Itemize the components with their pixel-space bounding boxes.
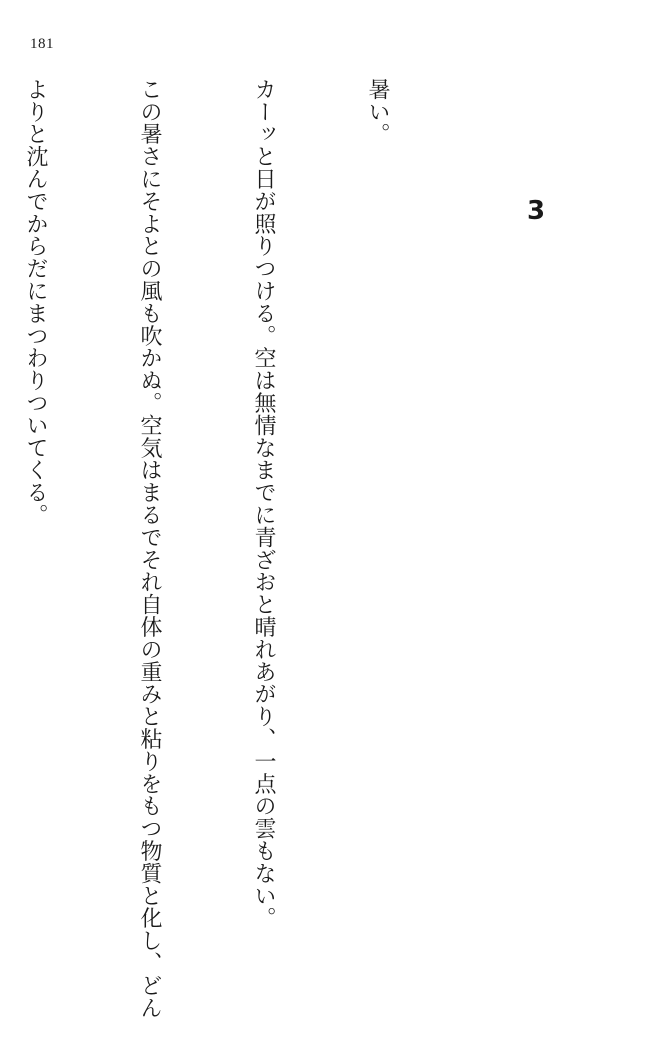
text-line: カーッと日が照りつける。空は無情なまでに青ざおと晴れあがり、一点の雲もない。 bbox=[251, 78, 276, 930]
text-line: この暑さにそよとの風も吹かぬ。空気はまるでそれ自体の重みと粘りをもつ物質と化し、どん bbox=[137, 78, 162, 1019]
text-line: 暑い。 bbox=[365, 78, 390, 146]
page-number: 181 bbox=[30, 36, 54, 52]
text-line: よりと沈んでからだにまつわりついてくる。 bbox=[23, 78, 48, 526]
chapter-number: 3 bbox=[527, 196, 546, 226]
body-text bbox=[0, 78, 472, 1019]
